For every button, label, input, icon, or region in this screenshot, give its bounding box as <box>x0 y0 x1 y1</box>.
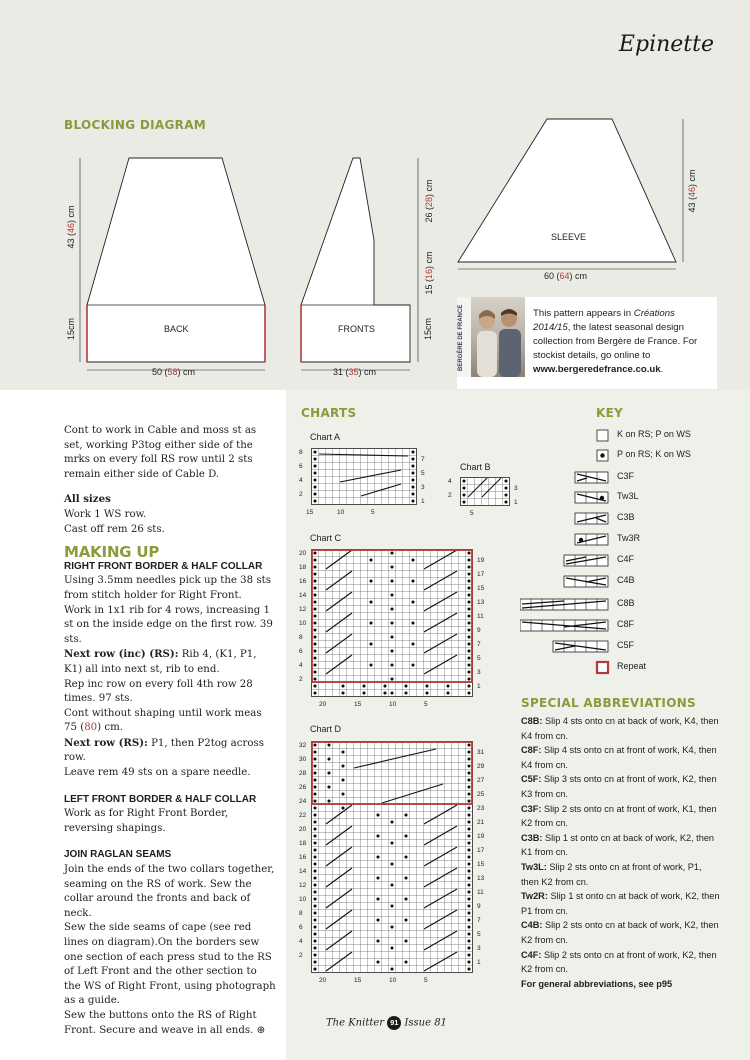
chart-a-left-tick: 6 <box>299 463 303 470</box>
chart-a-right-tick: 7 <box>421 456 425 463</box>
chart-c-bottom-tick: 15 <box>354 701 362 708</box>
chart-d-right-tick: 23 <box>477 805 485 812</box>
chart-d-bottom-tick: 20 <box>319 977 327 984</box>
chart-b-left-tick: 2 <box>448 492 452 499</box>
key-label-9: C8F <box>617 619 635 629</box>
intro-paragraph: Cont to work in Cable and moss st as set, working P3tog either side of the mrks on every foll RS row until 2 sts remain either side of Cable D. <box>64 425 257 480</box>
chart-b-left-tick: 4 <box>448 478 452 485</box>
page-number: 91 <box>387 1016 401 1030</box>
back-height-top: 43 (46) cm <box>66 205 76 249</box>
fronts-height-top: 26 (28) cm <box>424 179 434 223</box>
chart-c-grid <box>311 549 476 701</box>
chart-a-grid <box>311 448 417 507</box>
chart-d-left-tick: 24 <box>299 798 307 805</box>
chart-d-left-tick: 12 <box>299 882 307 889</box>
charts-heading: CHARTS <box>301 406 357 420</box>
promo-box <box>457 297 717 389</box>
chart-c-left-tick: 4 <box>299 662 303 669</box>
chart-d-left-tick: 30 <box>299 756 307 763</box>
sleeve-label: SLEEVE <box>551 232 587 242</box>
abbreviation-item: C8B: Slip 4 sts onto cn at back of work, K4, then K4 from cn. <box>521 716 719 741</box>
key-label-10: C5F <box>617 640 635 650</box>
chart-a-left-tick: 8 <box>299 449 303 456</box>
chart-b-right-tick: 3 <box>514 485 518 492</box>
back-width: 50 (58) cm <box>152 367 196 377</box>
back-label: BACK <box>164 324 189 334</box>
fronts-height-mid: 15 (16) cm <box>424 251 434 295</box>
sleeve-width: 60 (64) cm <box>544 271 588 281</box>
chart-d-right-tick: 17 <box>477 847 485 854</box>
chart-d-bottom-tick: 10 <box>389 977 397 984</box>
key-heading: KEY <box>596 406 624 420</box>
chart-c-right-tick: 7 <box>477 641 481 648</box>
key-label-2: C3F <box>617 471 635 481</box>
chart-c-left-tick: 18 <box>299 564 307 571</box>
key-label-7: C4B <box>617 575 635 585</box>
chart-d-title: Chart D <box>310 724 342 734</box>
pattern-title: Epinette <box>618 32 714 57</box>
fronts-width: 31 (35) cm <box>333 367 377 377</box>
chart-d-right-tick: 21 <box>477 819 485 826</box>
right-front-heading: RIGHT FRONT BORDER & HALF COLLAR <box>64 560 263 572</box>
chart-c-right-tick: 15 <box>477 585 485 592</box>
chart-d-right-tick: 3 <box>477 945 481 952</box>
key-label-5: Tw3R <box>617 533 641 543</box>
chart-d-left-tick: 22 <box>299 812 307 819</box>
chart-c-left-tick: 10 <box>299 620 307 627</box>
abbreviation-item: C3B: Slip 1 st onto cn at back of work, K2, then K1 from cn. <box>521 832 715 858</box>
key-label-0: K on RS; P on WS <box>617 429 691 439</box>
chart-b-grid <box>460 477 513 507</box>
blocking-heading: BLOCKING DIAGRAM <box>64 118 207 132</box>
chart-d-right-tick: 15 <box>477 861 485 868</box>
chart-d-right-tick: 27 <box>477 777 485 784</box>
key-label-11: Repeat <box>617 661 647 671</box>
chart-d-right-tick: 13 <box>477 875 485 882</box>
chart-c-left-tick: 12 <box>299 606 307 613</box>
abbreviation-item: C8F: Slip 4 sts onto cn at front of work, K4, then K4 from cn. <box>521 745 717 770</box>
abbreviations-heading: SPECIAL ABBREVIATIONS <box>521 696 696 710</box>
abbreviation-item: C5F: Slip 3 sts onto cn at front of work, K2, then K3 from cn. <box>521 774 717 799</box>
chart-b-right-tick: 1 <box>514 499 518 506</box>
chart-d-right-tick: 5 <box>477 931 481 938</box>
chart-d-right-tick: 9 <box>477 903 481 910</box>
key-label-1: P on RS; K on WS <box>617 449 691 459</box>
chart-d-right-tick: 25 <box>477 791 485 798</box>
promo-text: This pattern appears in Créations 2014/15, the latest seasonal design collection from Bergère de France. For stockist details, go online to www.bergeredefrance.co.uk. <box>533 308 698 375</box>
chart-c-left-tick: 14 <box>299 592 307 599</box>
chart-c-right-tick: 3 <box>477 669 481 676</box>
chart-d-left-tick: 18 <box>299 840 307 847</box>
all-sizes-heading: All sizes <box>64 493 111 506</box>
chart-c-left-tick: 16 <box>299 578 307 585</box>
chart-a-right-tick: 3 <box>421 484 425 491</box>
chart-b-bottom-tick: 5 <box>470 510 474 517</box>
chart-c-bottom-tick: 20 <box>319 701 327 708</box>
chart-c-right-tick: 11 <box>477 613 484 620</box>
chart-a-bottom-tick: 15 <box>306 509 314 516</box>
chart-d-left-tick: 28 <box>299 770 307 777</box>
chart-d-left-tick: 10 <box>299 896 307 903</box>
chart-a-right-tick: 5 <box>421 470 425 477</box>
chart-d-right-tick: 31 <box>477 749 485 756</box>
abbreviation-item: C3F: Slip 2 sts onto cn at front of work, K1, then K2 from cn. <box>521 803 717 829</box>
left-front-heading: LEFT FRONT BORDER & HALF COLLAR <box>64 793 257 805</box>
chart-d-right-tick: 7 <box>477 917 481 924</box>
chart-d-grid <box>311 741 476 980</box>
chart-c-bottom-tick: 5 <box>424 701 428 708</box>
bergere-logo: BERGÈRE DE FRANCE <box>458 304 464 372</box>
chart-d-left-tick: 32 <box>299 742 307 749</box>
chart-c-right-tick: 1 <box>477 683 481 690</box>
end-symbol-icon: ⊕ <box>256 1024 266 1036</box>
abbreviations-list <box>521 714 721 991</box>
chart-d-bottom-tick: 15 <box>354 977 362 984</box>
general-abbreviations-note: For general abbreviations, see p95 <box>521 978 673 989</box>
fronts-height-band: 15cm <box>423 318 433 341</box>
join-raglan-heading: JOIN RAGLAN SEAMS <box>64 849 172 861</box>
page-footer: The Knitter 91 Issue 81 <box>326 1017 447 1029</box>
key-label-6: C4F <box>617 554 635 564</box>
chart-d-right-tick: 1 <box>477 959 481 966</box>
chart-c-bottom-tick: 10 <box>389 701 397 708</box>
key-label-3: Tw3L <box>617 491 639 501</box>
chart-d-left-tick: 8 <box>299 910 303 917</box>
chart-c-right-tick: 19 <box>477 557 485 564</box>
making-up-heading: MAKING UP <box>64 543 160 562</box>
chart-a-title: Chart A <box>310 432 341 442</box>
chart-c-left-tick: 2 <box>299 676 303 683</box>
chart-d-right-tick: 29 <box>477 763 485 770</box>
back-height-band: 15cm <box>66 318 76 341</box>
chart-d-bottom-tick: 5 <box>424 977 428 984</box>
chart-d-right-tick: 11 <box>477 889 484 896</box>
chart-d-left-tick: 4 <box>299 938 303 945</box>
chart-c-title: Chart C <box>310 533 342 543</box>
fronts-label: FRONTS <box>338 324 375 334</box>
chart-d-left-tick: 6 <box>299 924 303 931</box>
chart-a-right-tick: 1 <box>421 498 425 505</box>
key-label-4: C3B <box>617 512 635 522</box>
chart-d-left-tick: 14 <box>299 868 307 875</box>
chart-b-title: Chart B <box>460 462 491 472</box>
key-symbols <box>520 428 612 678</box>
chart-d-left-tick: 26 <box>299 784 307 791</box>
chart-c-left-tick: 6 <box>299 648 303 655</box>
chart-c-right-tick: 9 <box>477 627 481 634</box>
chart-c-right-tick: 13 <box>477 599 485 606</box>
key-label-8: C8B <box>617 598 635 608</box>
chart-c-right-tick: 5 <box>477 655 481 662</box>
abbreviation-item: Tw3L: Slip 2 sts onto cn at front of work, P1, then K2 from cn. <box>521 861 702 887</box>
chart-d-right-tick: 19 <box>477 833 485 840</box>
chart-c-right-tick: 17 <box>477 571 485 578</box>
abbreviation-item: Tw2R: Slip 1 st onto cn at back of work, K2, then P1 from cn. <box>521 891 720 916</box>
bergere-link[interactable]: www.bergeredefrance.co.uk <box>533 364 661 375</box>
sleeve-height: 43 (46) cm <box>687 169 697 213</box>
promo-photo <box>457 297 525 377</box>
instructions-text: Cont to work in Cable and moss st as set, working P3tog either side of the mrks on every foll RS row until 2 sts remain either side of Cable D. All sizes Work 1 WS row. Cast off rem 26 sts. MAKING UP RIGHT FRONT BORDER & HALF COLLAR Using 3.5mm needles pick up the 38 sts from stitch holder for Right Front. Work in 1x1 rib for 4 rows, increasing 1 st on the inside edge on the first row. 39 sts. Next row (inc) (RS): Rib 4, (K1, P1, K1) all into next st, rib to end. Rep inc row on every foll 4th row 28 times. 97 sts. Cont without shaping until work meas 75 (80) cm. Next row (RS): P1, then P2tog across row. Leave rem 49 sts on a spare needle. LEFT FRONT BORDER & HALF COLLAR Work as for Right Front Border, reversing shapings. JOIN RAGLAN SEAMS Join the ends of the two collars together, seaming on the RS of work. Sew the collar around the fronts and back of neck. Sew the side seams of cape (see red lines on diagram).On the borders sew one section of each press stud to the RS of Left Front and the other section to the WS of Right Front, using photograph as a guide. Sew the buttons onto the RS of Right Front. Secure and weave in all ends. ⊕ <box>64 425 276 1036</box>
abbreviation-item: C4F: Slip 2 sts onto cn at front of work, K2, then K2 from cn. <box>521 949 717 975</box>
abbreviation-item: C4B: Slip 2 sts onto cn at back of work, K2, then K2 from cn. <box>521 920 719 945</box>
chart-a-bottom-tick: 5 <box>371 509 375 516</box>
chart-a-bottom-tick: 10 <box>337 509 345 516</box>
chart-c-left-tick: 8 <box>299 634 303 641</box>
chart-d-left-tick: 16 <box>299 854 307 861</box>
chart-a-left-tick: 4 <box>299 477 303 484</box>
chart-a-left-tick: 2 <box>299 491 303 498</box>
chart-d-left-tick: 2 <box>299 952 303 959</box>
chart-d-left-tick: 20 <box>299 826 307 833</box>
chart-c-left-tick: 20 <box>299 550 307 557</box>
